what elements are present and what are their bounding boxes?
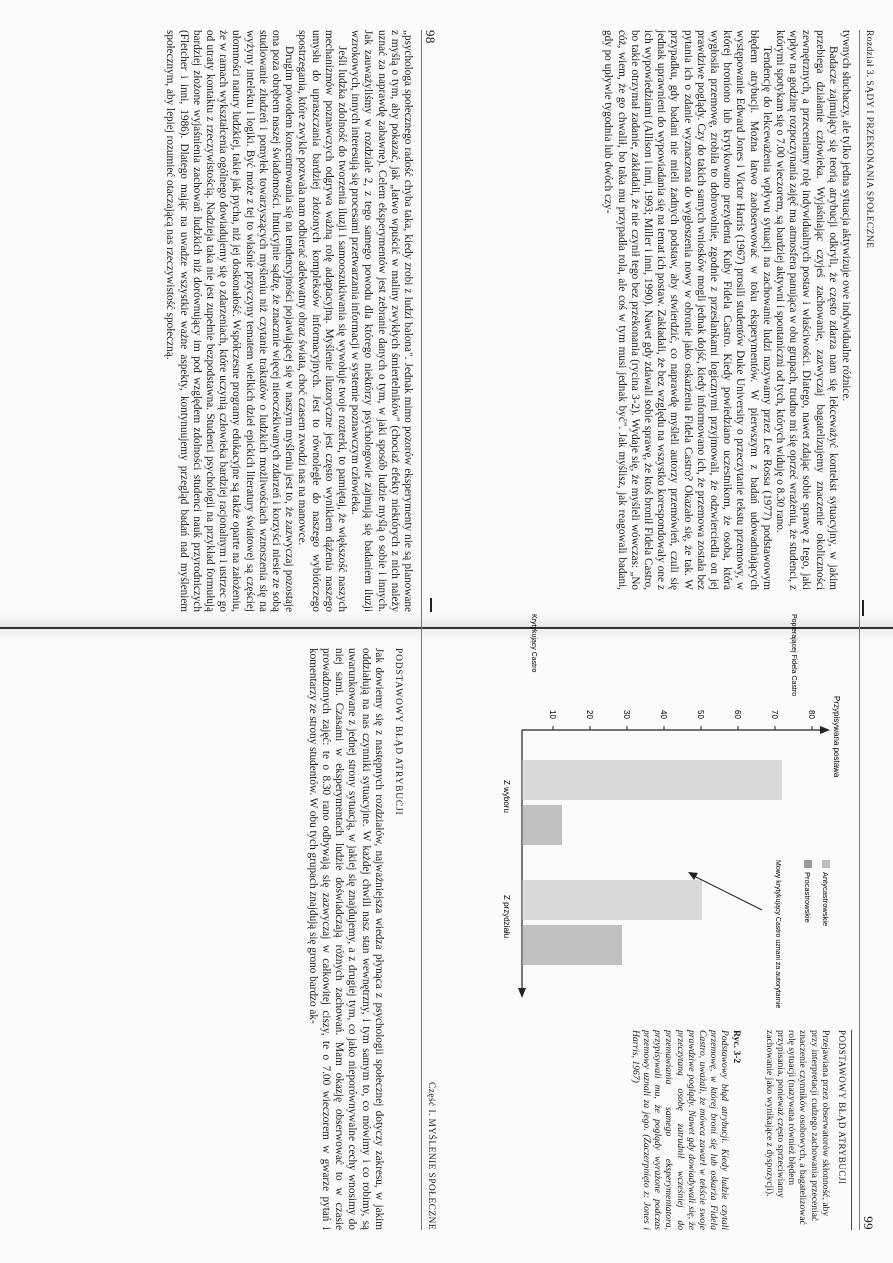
y-tick-label: 10 [548,710,557,719]
paragraph: Tendencję do lekceważenia wpływu sytuacji na zachowanie ludzi nazywamy przez Lee Rossa (1977) podstawowym błędem atrybucji. Można łatwo zaobserwować w toku eksperymentów. W pierwszym z badań udowadniających występowanie Edward Jones i Victor Harris (1967) prosili studentów Duke University o przeczytanie tekstu przemowy, w której broniono lub krytykowano prezydenta Kuby Fidela Castro. Kiedy powiedziano uczestnikom, że osoba, która wygłosiła przemowę, zrobiła to dobrowolnie, zgodnie z przesłankami logicznymi przyjmowali, że odzwierciedla on jej prawdziwe poglądy. Czy do takich samych wniosków mogli jednak dojść, kiedy informowano ich, że przemowa została bez pytania ich o zdanie wyznaczona do wygłoszenia nowy w obronie jako oskarżenia Fidela Castro? Okazało się, że tak. W przypadku, gdy badani nie mieli żadnych podstaw, aby stwierdzić, co naprawdę myśleli autorzy przemówień, czuli się jednak uprawnieni do wypowiadania się na temat ich postaw. Zakładali, że bez względu na wszystko korespondowały one z ich wypowiedziami (Allison i inni, 1993; Miller i inni, 1990). Nawet gdy zdawali sobie sprawę, że ktoś bronił Fidela Castro, bo takie otrzymał zadanie, zakładali, że nie czynił tego bez przekonania (rycina 3-2). Wydaje się, że myśleli wówczas: „No cóż, wiem, że go chwalił, bo taka mu przypadła rola, ale coś w tym musi jednak być". Jak myślisz, jak reagowali badani, gdy po upływie tygodnia lub dwóch czy- [602,30,773,590]
bars [522,760,782,965]
annotation-arrow [692,875,762,910]
left-page [20,30,440,1230]
left-page-body [24,30,414,1230]
figure-side-label: Popierającej Fidela Castro [790,614,797,697]
x-axis-category: Z wyboru [502,780,511,813]
definition-text: Przejawiana przez obserwatorów skłonność, aby przy interpretacji cudzego zachowania przeceniać znaczenie czynników osobowych, a bagatelizować rolę sytuacji (nazywana również błędem przypisania, ponieważ często sprzeciwiamy zachowanie jako wynikające z dyspozycji). [763,1030,831,1225]
y-tick-label: 30 [622,710,631,719]
figure-3-2 [472,610,852,1010]
legend-entry: Antycastrowskie [821,872,830,927]
running-head [421,30,440,1230]
paragraph: „psychologa społecznego radość chyba taka, kiedy zrobi z ludzi balona". Jednak mimo pozorów eksperymenty nie są planowane z myślą o tym, aby pokazać, jak „łatwo wpuścić w maliny zwykłych śmiertelników" (chociaż efekty niektórych z nich należy uznać za naprawdę zabawne). Celem eksperymentów jest zebranie danych o tym, w jaki sposób ludzie myślą o sobie i innych. Jak zauważyliśmy w rozdziale 2, z tego samego powodu dla którego niektórzy psychologowie zajmują się badaniem iluzji wzrokowych, innych interesują się procesami przetwarzania informacji w systemie poznawczym człowieka. [349,30,414,612]
legend-swatch [822,860,830,868]
figure-annotation: Mowy krytykujący Castro uznani za autorytarnie antycastrowskie [774,860,781,1010]
left-column-1 [163,30,414,612]
figure-caption [630,1030,742,1230]
caption-title: Ryc. 3-2 [730,1030,742,1064]
y-tick-label: 50 [696,710,705,719]
x-axis-category: Z przydziału [502,895,511,939]
paragraph: Jeśli ludzka zdolność do tworzenia iluzji i samooszukiwania się wywołuje twoje rozterki, to pamiętaj, że większość naszych mechanizmów poznawczych odgrywa ważną rolę adaptacyjną. Myślenie iluzoryczne jest często wynikiem dążenia naszego umysłu do upraszczania bardziej złożonych kompleksów informacyjnych. Jest to równoległe do naszego wybiórczego spostrzegania, które zwykle pozwala nam odbierać adekwatny obraz świata, choć czasem zwodzi nas na manowce. [296,30,348,612]
y-axis-label: Przypisywana postawa [832,696,841,778]
y-tick-label: 80 [807,710,816,719]
definition-label: PODSTAWOWY BŁĄD ATRYBUCJI [835,1030,852,1230]
bar [522,805,562,845]
figure-side-label: Krytykujący Castro [530,614,537,673]
figure-graphic [472,610,852,1010]
page-number: 99 [861,1216,877,1230]
paragraph: Drugim powodem koncentrowania się na tendencyjności pojawiającej się w naszym myśleniu jest to, że zazwyczaj pozostaje ona poza obrębem naszej świadomości. Intuicyjnie sądzę, że znacznie więcej nieoczekiwanych zdarzeń i korzyści niesie ze sobą studiowanie złudzeń i pomyłek towarzyszących myśleniu niż czytanie traktatów o ludzkich możliwościach wznoszenia się na wyżyny intelektu i logiki. Być może z tej to właśnie przyczyny tematem wielkich dzieł epickich literatury światowej są częściej ułomności natury ludzkiej, takie jak pycha, niż jej doskonałość. Współczesne programy edukacyjne są także oparte na założeniu, że w ramach wykształcenia ogólnego dowiadujemy się o zdarzeniach, które uczynią człowieka bardziej racjonalnym i ustrzec go od utraty kontaktu z rzeczywistością. Nadzieja taka nie jest zupełnie bezpodstawna. Studenci psychologii na przykład formułują bardziej złożone wyjaśnienia zachowań ludzkich niż dorównujący im pod względem zdolności studenci nauk przyrodniczych (Fletcher i inni, 1986). Dlatego mając na uwadze wszystkie ważne aspekty, kontynuujemy przegląd badań nad myśleniem społecznym, aby lepiej rozumieć otaczającą nas rzeczywistość społeczną. [164,30,296,612]
bar [522,925,622,965]
running-head [859,30,878,1230]
bar [522,760,782,800]
y-axis-arrow [820,726,830,734]
y-tick-label: 40 [659,710,668,719]
paragraph: tywnych słuchaczy, ale tylko jedna sytuacja aktywizuje owe indywidualne różnice. [840,30,852,402]
y-tick-label: 70 [770,710,779,719]
caption-text: Podstawowy błąd atrybucji. Kiedy ludzie czytali przemowę, w której broni się lub oskarża Fidela Castro, uważali, że mówca zawarł w tekście swoje prawdziwe poglądy. Nawet gdy dowiadywali się, że przeczytaną osobę zatrudnił wcześniej do przemawiania samego eksperymentatora, przypisywali mu, że poglądy wyrażone podczas przemowy uznali za jego. (Zaczerpnięto z: Jones i Harris, 1967) [629,1030,731,1230]
y-ticks [548,710,816,730]
running-head-title: Część I. MYŚLENIE SPOŁECZNE [426,1081,437,1230]
page-number: 98 [423,30,439,44]
annotation-arrowhead [688,872,698,880]
x-axis-arrow [518,988,526,998]
right-page [458,30,878,1230]
margin-column [462,1030,852,1230]
y-tick-label: 60 [733,710,742,719]
bar [522,880,702,920]
legend-entry: Procastrowskie [803,872,812,923]
paragraph: Jak dowiemy się z następnych rozdziałów, najważniejsza wiedza płynąca z psychologii społecznej dotyczy zakresu, w jakim oddziałują na nas czynniki sytuacyjne. W każdej chwili nasz stan wewnętrzny, i tym samym to, co mówimy i co robimy, są uwarunkowane z jednej strony sytuacją, w jakiej się znajdujemy, a z drugiej tym, co jako nieporównywalne cechy wnosimy do niej sami. Czasami w eksperymentach ludzie doświadczają różnych zachowań. Mam okazję obserwować to w czasie prowadzonych zajęć: te o 8.30 rano odbywają się zazwyczaj w całkowitej ciszy, te o 7.00 wieczorem w gwarze pytań i komentarzy ze strony studentów. W obu tych grupach znajdują się grono bardzo ak- [306,648,385,1230]
right-page-body [462,30,852,590]
running-head-title: Rozdział 3. SĄDY I PRZEKONANIA SPOŁECZNE [864,30,875,249]
section-heading: PODSTAWOWY BŁĄD ATRYBUCJI [393,648,403,816]
y-tick-label: 20 [585,710,594,719]
legend-swatch [804,860,812,868]
paragraph: Badacze zajmujący się teorią atrybucji odkryli, że często zdarza nam się lekceważyć kontekst sytuacyjny, w jakim przebiega działanie człowieka. Wyjaśniając czyjeś zachowanie, zazwyczaj bagatelizujemy znaczenie okoliczności zewnętrznych, a przeceniamy rolę indywidualnych postaw i właściwości. Dlatego, nawet zdając sobie sprawę z tego, jaki wpływ na godzinę rozpoczynania zajęć ma atmosfera panująca w obu grupach, trudno mi się oprzeć wrażeniu, że studenci, z którymi spotykam się o 7.00 wieczorem, są bardziej aktywni i spontaniczni od tych, których widuję o 8.30 rano. [773,30,839,590]
left-column-2 [306,648,404,1230]
